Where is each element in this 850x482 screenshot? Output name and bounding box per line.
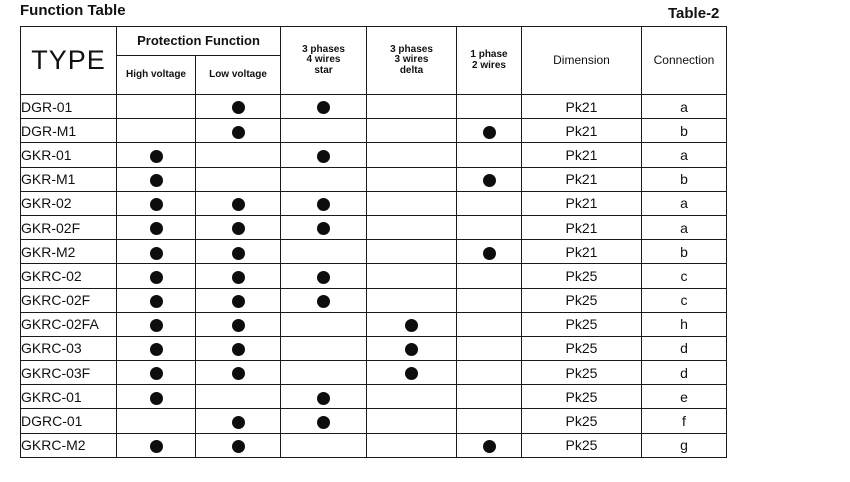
cell-delta (367, 215, 457, 239)
cell-low-voltage (196, 95, 281, 119)
cell-connection: a (642, 191, 727, 215)
cell-delta (367, 167, 457, 191)
cell-delta (367, 433, 457, 457)
cell-low-voltage (196, 215, 281, 239)
table-row (21, 312, 727, 336)
cell-single-phase (457, 215, 522, 239)
cell-single-phase (457, 119, 522, 143)
header-single-line-1: 1 phase (470, 49, 508, 60)
header-star-line-1: 3 phases (302, 43, 345, 55)
header-low-voltage: Low voltage (196, 56, 281, 95)
cell-single-phase (457, 385, 522, 409)
cell-single-phase (457, 336, 522, 360)
cell-low-voltage (196, 312, 281, 336)
filled-dot-icon (317, 416, 330, 429)
cell-connection: b (642, 167, 727, 191)
cell-type: GKR-02F (21, 215, 117, 239)
table-body (21, 95, 727, 458)
header-3-phases-4-wires-star (281, 27, 367, 95)
cell-dimension: Pk25 (522, 288, 642, 312)
cell-low-voltage (196, 240, 281, 264)
cell-low-voltage (196, 409, 281, 433)
cell-type: GKRC-02 (21, 264, 117, 288)
cell-high-voltage (117, 240, 196, 264)
cell-delta (367, 264, 457, 288)
cell-low-voltage (196, 119, 281, 143)
function-table (20, 26, 727, 458)
cell-type: GKR-M1 (21, 167, 117, 191)
filled-dot-icon (317, 295, 330, 308)
cell-high-voltage (117, 336, 196, 360)
cell-type: DGR-M1 (21, 119, 117, 143)
filled-dot-icon (317, 271, 330, 284)
filled-dot-icon (150, 222, 163, 235)
cell-connection: d (642, 361, 727, 385)
cell-single-phase (457, 143, 522, 167)
filled-dot-icon (150, 198, 163, 211)
cell-low-voltage (196, 167, 281, 191)
cell-delta (367, 385, 457, 409)
cell-low-voltage (196, 361, 281, 385)
cell-single-phase (457, 264, 522, 288)
cell-star (281, 240, 367, 264)
cell-delta (367, 336, 457, 360)
filled-dot-icon (150, 367, 163, 380)
cell-delta (367, 191, 457, 215)
cell-star (281, 95, 367, 119)
filled-dot-icon (405, 343, 418, 356)
table-row (21, 385, 727, 409)
cell-delta (367, 119, 457, 143)
header-protection-function: Protection Function (117, 27, 281, 56)
cell-high-voltage (117, 361, 196, 385)
header-1-phase-2-wires (457, 27, 522, 95)
cell-dimension: Pk25 (522, 361, 642, 385)
header-type: TYPE (21, 27, 117, 95)
table-row (21, 240, 727, 264)
filled-dot-icon (232, 101, 245, 114)
filled-dot-icon (483, 247, 496, 260)
filled-dot-icon (150, 343, 163, 356)
cell-high-voltage (117, 191, 196, 215)
filled-dot-icon (232, 198, 245, 211)
header-delta-line-3: delta (399, 64, 424, 76)
filled-dot-icon (483, 440, 496, 453)
cell-delta (367, 288, 457, 312)
cell-connection: c (642, 264, 727, 288)
cell-low-voltage (196, 288, 281, 312)
cell-star (281, 264, 367, 288)
filled-dot-icon (317, 198, 330, 211)
cell-star (281, 119, 367, 143)
filled-dot-icon (150, 319, 163, 332)
cell-type: DGR-01 (21, 95, 117, 119)
cell-connection: c (642, 288, 727, 312)
filled-dot-icon (317, 101, 330, 114)
filled-dot-icon (150, 174, 163, 187)
filled-dot-icon (150, 150, 163, 163)
cell-dimension: Pk21 (522, 191, 642, 215)
page-title: Function Table (20, 2, 126, 19)
cell-connection: b (642, 240, 727, 264)
table-row (21, 191, 727, 215)
cell-single-phase (457, 433, 522, 457)
cell-dimension: Pk25 (522, 433, 642, 457)
cell-type: GKRC-M2 (21, 433, 117, 457)
cell-single-phase (457, 95, 522, 119)
cell-delta (367, 240, 457, 264)
filled-dot-icon (150, 392, 163, 405)
cell-high-voltage (117, 143, 196, 167)
table-row (21, 336, 727, 360)
filled-dot-icon (150, 295, 163, 308)
header-connection: Connection (642, 27, 727, 95)
cell-high-voltage (117, 385, 196, 409)
cell-type: GKR-01 (21, 143, 117, 167)
cell-connection: g (642, 433, 727, 457)
header-3-phases-3-wires-delta (367, 27, 457, 95)
table-row (21, 288, 727, 312)
filled-dot-icon (317, 150, 330, 163)
cell-type: GKR-02 (21, 191, 117, 215)
cell-single-phase (457, 167, 522, 191)
header-single-line-2: 2 wires (472, 59, 506, 71)
cell-type: GKRC-02FA (21, 312, 117, 336)
cell-high-voltage (117, 167, 196, 191)
header-high-voltage: High voltage (117, 56, 196, 95)
cell-high-voltage (117, 288, 196, 312)
cell-star (281, 143, 367, 167)
cell-single-phase (457, 191, 522, 215)
table-row (21, 119, 727, 143)
cell-dimension: Pk25 (522, 312, 642, 336)
cell-delta (367, 143, 457, 167)
cell-low-voltage (196, 336, 281, 360)
cell-high-voltage (117, 264, 196, 288)
cell-type: DGRC-01 (21, 409, 117, 433)
table-row (21, 409, 727, 433)
cell-delta (367, 361, 457, 385)
cell-dimension: Pk25 (522, 264, 642, 288)
cell-star (281, 215, 367, 239)
cell-dimension: Pk21 (522, 167, 642, 191)
cell-connection: b (642, 119, 727, 143)
filled-dot-icon (317, 392, 330, 405)
cell-single-phase (457, 409, 522, 433)
filled-dot-icon (232, 271, 245, 284)
cell-delta (367, 409, 457, 433)
table-row (21, 264, 727, 288)
cell-connection: a (642, 143, 727, 167)
filled-dot-icon (232, 367, 245, 380)
cell-dimension: Pk21 (522, 215, 642, 239)
cell-single-phase (457, 361, 522, 385)
cell-dimension: Pk25 (522, 336, 642, 360)
cell-dimension: Pk25 (522, 409, 642, 433)
cell-dimension: Pk25 (522, 385, 642, 409)
header-delta-line-2: 3 wires (394, 54, 429, 66)
cell-dimension: Pk21 (522, 143, 642, 167)
cell-type: GKRC-03F (21, 361, 117, 385)
cell-star (281, 191, 367, 215)
cell-high-voltage (117, 119, 196, 143)
cell-delta (367, 312, 457, 336)
cell-connection: d (642, 336, 727, 360)
cell-type: GKRC-02F (21, 288, 117, 312)
cell-star (281, 312, 367, 336)
filled-dot-icon (405, 367, 418, 380)
header-star-line-3: star (314, 64, 333, 76)
cell-dimension: Pk21 (522, 240, 642, 264)
cell-high-voltage (117, 433, 196, 457)
filled-dot-icon (232, 440, 245, 453)
filled-dot-icon (232, 222, 245, 235)
cell-low-voltage (196, 385, 281, 409)
cell-star (281, 433, 367, 457)
header-delta-line-1: 3 phases (390, 43, 433, 55)
cell-star (281, 385, 367, 409)
filled-dot-icon (150, 271, 163, 284)
table-row (21, 167, 727, 191)
cell-connection: a (642, 215, 727, 239)
cell-single-phase (457, 288, 522, 312)
filled-dot-icon (405, 319, 418, 332)
filled-dot-icon (232, 126, 245, 139)
filled-dot-icon (483, 174, 496, 187)
cell-high-voltage (117, 95, 196, 119)
filled-dot-icon (232, 247, 245, 260)
table-row (21, 143, 727, 167)
cell-dimension: Pk21 (522, 119, 642, 143)
filled-dot-icon (483, 126, 496, 139)
cell-star (281, 167, 367, 191)
filled-dot-icon (150, 247, 163, 260)
cell-star (281, 409, 367, 433)
cell-type: GKRC-03 (21, 336, 117, 360)
cell-low-voltage (196, 143, 281, 167)
table-row (21, 433, 727, 457)
filled-dot-icon (150, 440, 163, 453)
cell-connection: h (642, 312, 727, 336)
cell-low-voltage (196, 264, 281, 288)
cell-type: GKRC-01 (21, 385, 117, 409)
table-row (21, 95, 727, 119)
cell-high-voltage (117, 215, 196, 239)
filled-dot-icon (232, 319, 245, 332)
cell-single-phase (457, 312, 522, 336)
table-row (21, 215, 727, 239)
cell-low-voltage (196, 433, 281, 457)
cell-high-voltage (117, 312, 196, 336)
cell-connection: f (642, 409, 727, 433)
cell-low-voltage (196, 191, 281, 215)
cell-high-voltage (117, 409, 196, 433)
header-dimension: Dimension (522, 27, 642, 95)
cell-star (281, 361, 367, 385)
header-star-line-2: 4 wires (306, 54, 341, 66)
filled-dot-icon (317, 222, 330, 235)
filled-dot-icon (232, 343, 245, 356)
cell-dimension: Pk21 (522, 95, 642, 119)
cell-connection: a (642, 95, 727, 119)
cell-star (281, 336, 367, 360)
filled-dot-icon (232, 416, 245, 429)
cell-delta (367, 95, 457, 119)
cell-star (281, 288, 367, 312)
filled-dot-icon (232, 295, 245, 308)
cell-type: GKR-M2 (21, 240, 117, 264)
table-row (21, 361, 727, 385)
table-label: Table-2 (668, 5, 720, 22)
cell-connection: e (642, 385, 727, 409)
cell-single-phase (457, 240, 522, 264)
